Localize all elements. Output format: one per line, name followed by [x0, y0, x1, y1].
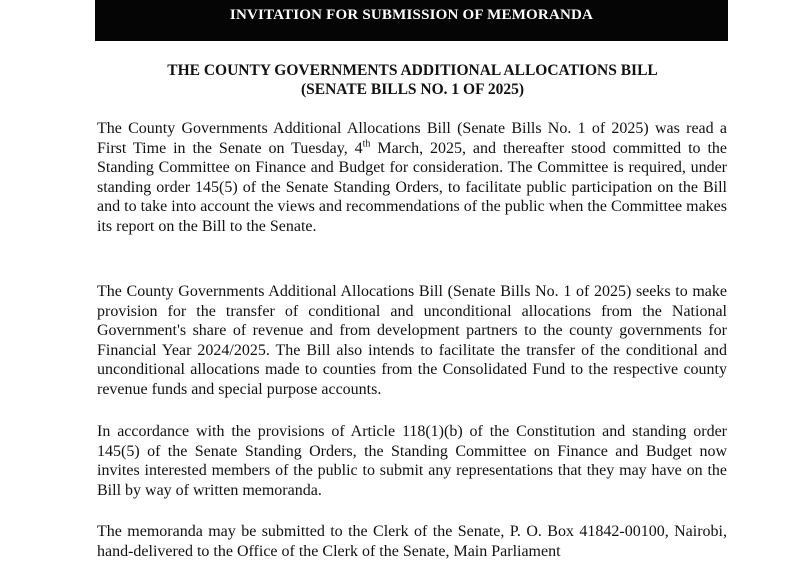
bill-title: THE COUNTY GOVERNMENTS ADDITIONAL ALLOCATIONS BILL [167, 62, 658, 79]
paragraph-intro-text-b: March, 2025, and thereafter stood committed to the Standing Committee on Finance and Budget for consideration. The Committee is required, under standing order 145(5) of the Senate Standing Orders, to facilitate public participation on the Bill and to take into account the views and recommendations of the public when the Committee makes its report on the Bill to the Senate. [97, 139, 727, 235]
paragraph-submission: The memoranda may be submitted to the Clerk of the Senate, P. O. Box 41842-00100, Nairobi, hand-delivered to the Office of the Clerk of the Senate, Main Parliament [97, 523, 727, 560]
bill-subtitle: (SENATE BILLS NO. 1 OF 2025) [300, 81, 525, 98]
paragraph-purpose: The County Governments Additional Allocations Bill (Senate Bills No. 1 of 2025) seeks to make provision for the transfer of conditional and unconditional allocations from the National Government's share of revenue and from development partners to the county governments for Financial Year 2024/2025. The Bill also intends to facilitate the transfer of the conditional and unconditional allocations made to counties from the Consolidated Fund to the respective county revenue funds and special purpose accounts. [97, 283, 727, 398]
header-banner: INVITATION FOR SUBMISSION OF MEMORANDA [95, 0, 728, 41]
paragraph-invitation: In accordance with the provisions of Article 118(1)(b) of the Constitution and standing order 145(5) of the Senate Standing Orders, the Standing Committee on Finance and Budget now invites interested members of the public to submit any representations that they may have on the Bill by way of written memoranda. [97, 423, 727, 499]
date-ordinal-suffix: th [362, 138, 371, 150]
paragraph-intro-text-a: The County Governments Additional Allocations Bill (Senate Bills No. 1 of 2025) was read a First Time in the Senate on Tuesday, 4 [97, 120, 727, 157]
paragraph-intro [97, 119, 727, 237]
